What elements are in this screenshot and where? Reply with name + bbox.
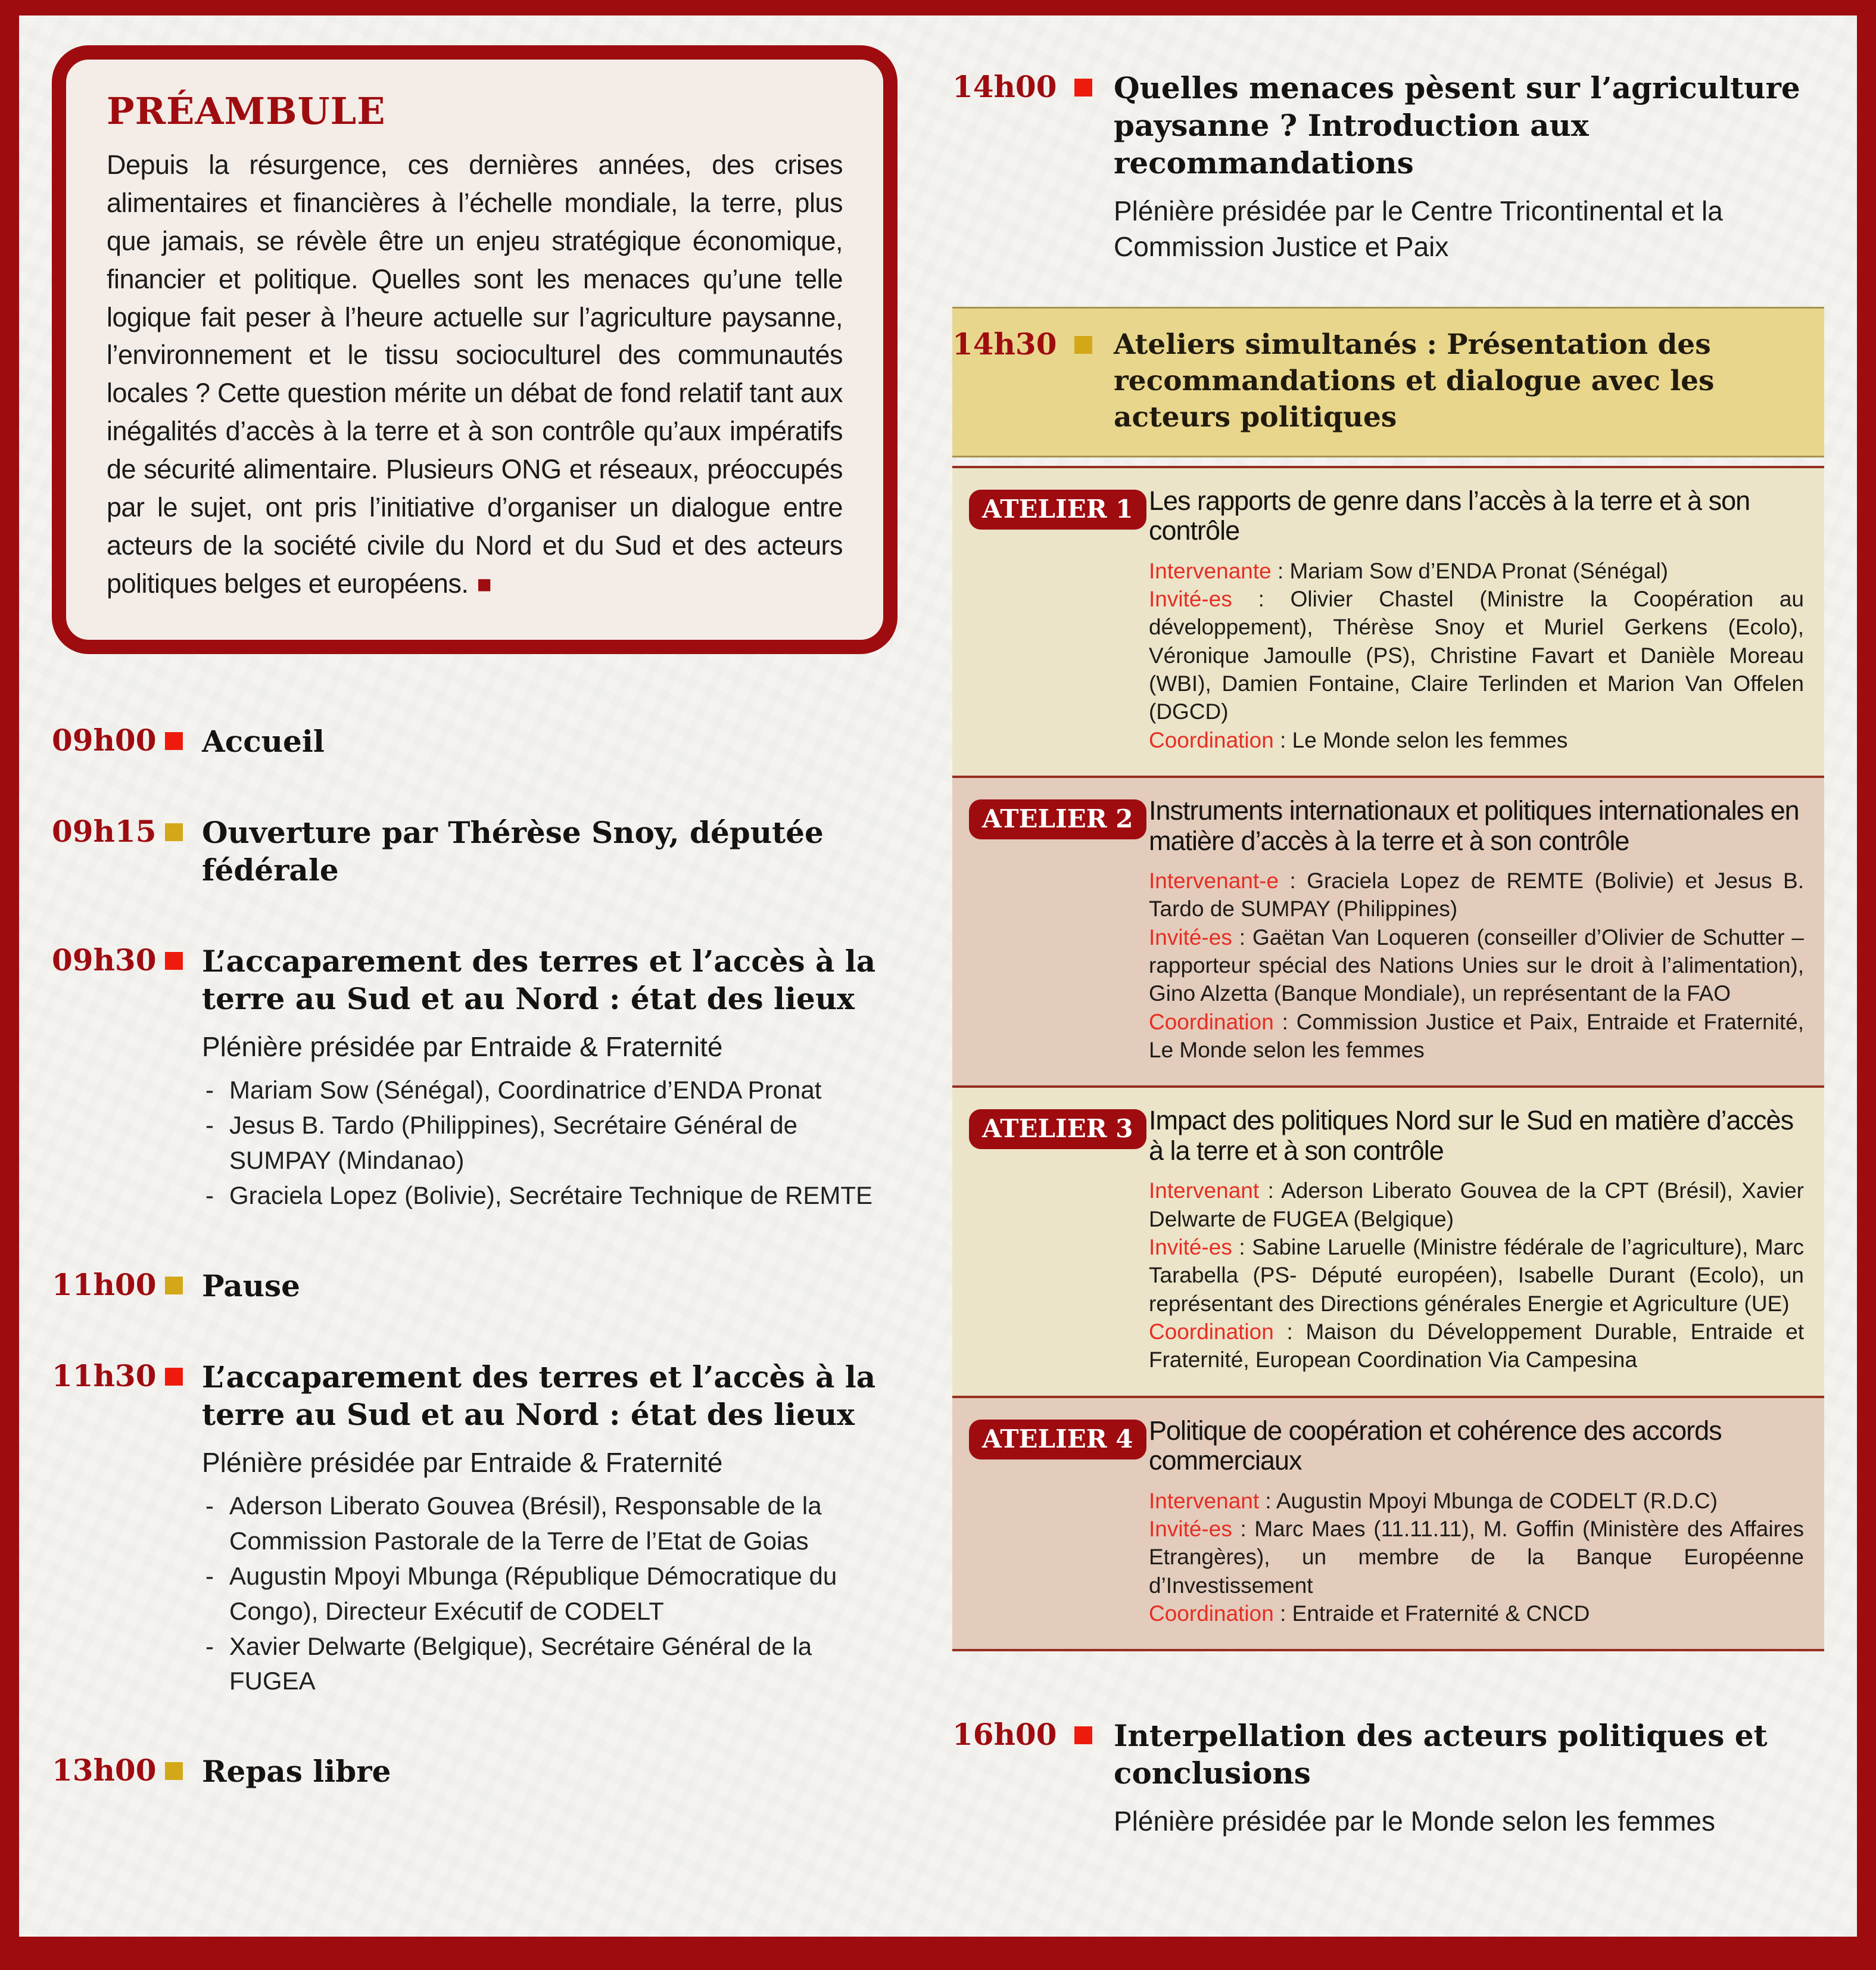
time-label: 14h00	[952, 69, 1057, 104]
bullet-square-icon	[165, 952, 183, 970]
speaker-item: - Graciela Lopez (Bolivie), Secrétaire Technique de REMTE	[202, 1178, 898, 1213]
left-column	[52, 45, 898, 1840]
role-label: Coordination	[1149, 1009, 1274, 1034]
atelier-stack	[952, 466, 1824, 1651]
atelier-title: Politique de coopération et cohérence des accords commerciaux	[1149, 1415, 1722, 1476]
schedule-item-09h15	[52, 814, 898, 889]
atelier-4-badge: ATELIER 4	[969, 1420, 1146, 1459]
role-label: Invité-es	[1149, 1234, 1232, 1259]
schedule-item-11h00	[52, 1267, 898, 1305]
atelier-title: Les rapports de genre dans l’accès à la terre et à son contrôle	[1149, 485, 1750, 546]
bullet-square-icon	[165, 1368, 183, 1386]
time-label: 14h30	[952, 326, 1057, 362]
atelier-line	[1149, 557, 1804, 585]
atelier-title: Instruments internationaux et politiques internationales en matière d’accès à la terre et à son contrôle	[1149, 795, 1799, 856]
speaker-item: - Mariam Sow (Sénégal), Coordinatrice d’ENDA Pronat	[202, 1073, 898, 1108]
preamble-title: PRÉAMBULE	[107, 89, 386, 133]
atelier-2-block	[952, 776, 1824, 1085]
role-text: : Commission Justice et Paix, Entraide et Fraternité, Le Monde selon les femmes	[1149, 1009, 1804, 1063]
schedule-item-16h00	[952, 1717, 1824, 1840]
event-title: L’accaparement des terres et l’accès à la terre au Sud et au Nord : état des lieux	[202, 1359, 876, 1432]
atelier-line	[1149, 1177, 1804, 1233]
atelier-line	[1149, 867, 1804, 923]
event	[1114, 1717, 1824, 1840]
atelier-line	[1149, 923, 1804, 1008]
time-label: 13h00	[52, 1753, 157, 1788]
plenary-chair: Plénière présidée par le Centre Tricontinental et la Commission Justice et Paix	[1114, 195, 1723, 262]
time-label: 09h00	[52, 722, 157, 758]
plenary-chair: Plénière présidée par Entraide & Fraternité	[202, 1031, 723, 1062]
role-text: : Le Monde selon les femmes	[1273, 727, 1568, 752]
event-title: L’accaparement des terres et l’accès à la terre au Sud et au Nord : état des lieux	[202, 943, 876, 1016]
atelier-content	[1149, 486, 1804, 754]
ateliers-banner	[952, 307, 1824, 458]
event	[202, 942, 898, 1213]
event	[1114, 69, 1824, 265]
role-text: : Aderson Liberato Gouvea de la CPT (Brésil), Xavier Delwarte de FUGEA (Belgique)	[1149, 1178, 1804, 1231]
schedule-item-09h00	[52, 723, 898, 760]
event-title: Interpellation des acteurs politiques et conclusions	[1114, 1718, 1768, 1791]
event-title: Quelles menaces pèsent sur l’agriculture paysanne ? Introduction aux recommandations	[1114, 70, 1800, 180]
role-text: : Marc Maes (11.11.11), M. Goffin (Ministère des Affaires Etrangères), un membre de la Banque Européenne d’Investissement	[1149, 1516, 1804, 1598]
event-title: Repas libre	[202, 1754, 391, 1790]
schedule-item-14h00	[952, 69, 1824, 265]
atelier-line	[1149, 1515, 1804, 1599]
role-label: Coordination	[1149, 727, 1274, 752]
role-text: : Entraide et Fraternité & CNCD	[1273, 1601, 1590, 1626]
atelier-title: Impact des politiques Nord sur le Sud en matière d’accès à la terre et à son contrôle	[1149, 1105, 1794, 1166]
speaker-item: - Augustin Mpoyi Mbunga (République Démocratique du Congo), Directeur Exécutif de CODELT	[202, 1559, 898, 1629]
speaker-item: - Jesus B. Tardo (Philippines), Secrétaire Général de SUMPAY (Mindanao)	[202, 1108, 898, 1178]
atelier-line	[1149, 1008, 1804, 1065]
role-text: : Olivier Chastel (Ministre la Coopération au développement), Thérèse Snoy et Muriel Gerkens (Ecolo), Véronique Jamoulle (PS), Christine Favart et Danièle Moreau (WBI), Damien Fontaine, Claire Terlinden et Marion Van Offelen (DGCD)	[1149, 587, 1804, 724]
right-column	[952, 45, 1824, 1840]
event	[202, 723, 898, 760]
atelier-1-block	[952, 466, 1824, 776]
bullet-square-icon	[165, 732, 183, 750]
schedule-item-11h30	[52, 1358, 898, 1700]
preamble-box	[52, 45, 898, 654]
event	[202, 1358, 898, 1700]
time-label: 09h30	[52, 942, 157, 978]
role-text: : Graciela Lopez de REMTE (Bolivie) et Jesus B. Tardo de SUMPAY (Philippines)	[1149, 868, 1804, 922]
speaker-item: - Xavier Delwarte (Belgique), Secrétaire Général de la FUGEA	[202, 1629, 898, 1700]
atelier-line	[1149, 1599, 1804, 1627]
atelier-3-badge: ATELIER 3	[969, 1109, 1146, 1149]
time-label: 16h00	[952, 1717, 1057, 1753]
bullet-square-icon	[165, 823, 183, 841]
atelier-content	[1149, 1416, 1804, 1628]
time-label: 11h30	[52, 1358, 157, 1393]
time-label: 11h00	[52, 1266, 157, 1302]
role-label: Intervenante	[1149, 558, 1272, 583]
role-label: Invité-es	[1149, 1516, 1232, 1541]
role-label: Coordination	[1149, 1319, 1274, 1345]
atelier-1-badge: ATELIER 1	[969, 490, 1146, 530]
event-title: Pause	[202, 1268, 300, 1303]
schedule-item-13h00	[52, 1753, 898, 1790]
plenary-chair: Plénière présidée par Entraide & Fraternité	[202, 1446, 723, 1478]
atelier-2-badge: ATELIER 2	[969, 799, 1146, 839]
bullet-square-icon	[1074, 79, 1092, 97]
role-text: : Mariam Sow d’ENDA Pronat (Sénégal)	[1271, 558, 1668, 583]
page-body	[19, 15, 1857, 1840]
event-title: Accueil	[202, 723, 325, 759]
atelier-line	[1149, 1233, 1804, 1318]
event	[202, 1753, 898, 1790]
atelier-content	[1149, 1106, 1804, 1374]
morning-schedule	[52, 723, 898, 1791]
speaker-item: - Aderson Liberato Gouvea (Brésil), Responsable de la Commission Pastorale de la Terre de l’Etat de Goias	[202, 1489, 898, 1559]
bullet-square-icon	[1074, 1726, 1092, 1744]
speaker-list	[202, 1489, 898, 1699]
schedule-item-14h30	[952, 326, 1809, 435]
bullet-square-icon	[1074, 336, 1092, 354]
role-text: : Augustin Mpoyi Mbunga de CODELT (R.D.C)	[1259, 1488, 1718, 1513]
role-text: : Maison du Développement Durable, Entraide et Fraternité, European Coordination Via Campesina	[1149, 1319, 1804, 1373]
schedule-item-09h30	[52, 942, 898, 1213]
role-label: Intervenant-e	[1149, 868, 1279, 893]
atelier-line	[1149, 585, 1804, 726]
atelier-3-block	[952, 1085, 1824, 1395]
plenary-chair: Plénière présidée par le Monde selon les femmes	[1114, 1806, 1715, 1837]
atelier-4-block	[952, 1396, 1824, 1652]
role-label: Intervenant	[1149, 1178, 1260, 1203]
event-title: Ouverture par Thérèse Snoy, députée fédérale	[202, 814, 824, 888]
bullet-square-icon	[165, 1277, 183, 1294]
event	[202, 1267, 898, 1305]
role-text: : Sabine Laruelle (Ministre fédérale de l’agriculture), Marc Tarabella (PS- Député européen), Isabelle Durant (Ecolo), un représentant des Directions générales Energie et Agriculture (UE)	[1149, 1234, 1804, 1316]
atelier-line	[1149, 1487, 1804, 1515]
atelier-line	[1149, 1318, 1804, 1374]
preamble-body-text: Depuis la résurgence, ces dernières années, des crises alimentaires et financières à l’échelle mondiale, la terre, plus que jamais, se révèle être un enjeu stratégique économique, financier et politique. Quelles sont les menaces qu’une telle logique fait peser à l’heure actuelle sur l’agriculture paysanne, l’environnement et le tissu socioculturel des communautés locales ? Cette question mérite un débat de fond relatif tant aux inégalités d’accès à la terre et à son contrôle qu’aux impératifs de sécurité alimentaire. Plusieurs ONG et réseaux, préoccupés par le sujet, ont pris l’initiative d’organiser un dialogue entre acteurs de la société civile du Nord et du Sud et des acteurs politiques belges et européens.	[107, 150, 843, 599]
time-label: 09h15	[52, 813, 157, 849]
role-label: Intervenant	[1149, 1488, 1260, 1513]
role-label: Coordination	[1149, 1601, 1274, 1626]
end-square-mark: ■	[476, 569, 492, 598]
role-label: Invité-es	[1149, 925, 1232, 950]
role-label: Invité-es	[1149, 587, 1232, 612]
bullet-square-icon	[165, 1762, 183, 1780]
preamble-text	[107, 146, 843, 603]
role-text: : Gaëtan Van Loqueren (conseiller d’Olivier de Schutter – rapporteur spécial des Nations Unies sur le droit à l’alimentation), Gino Alzetta (Banque Mondiale), un représentant de la FAO	[1149, 925, 1804, 1006]
atelier-content	[1149, 796, 1804, 1064]
banner-title: Ateliers simultanés : Présentation des recommandations et dialogue avec les acteurs politiques	[1114, 328, 1715, 434]
atelier-line	[1149, 726, 1804, 754]
event	[202, 814, 898, 889]
speaker-list	[202, 1073, 898, 1213]
